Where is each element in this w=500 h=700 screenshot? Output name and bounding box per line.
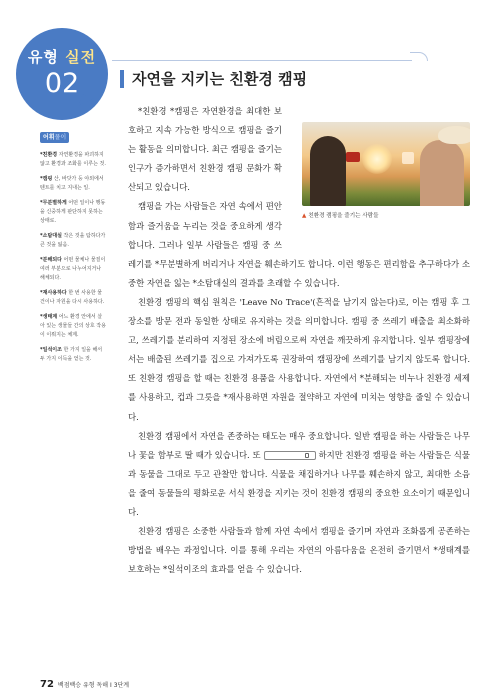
glossary-item [40,346,106,364]
badge-number: 02 [44,68,80,99]
paragraph-2: 캠핑을 가는 사람들은 자연 속에서 편안함과 즐거움을 누리는 것을 중요하게 생각합니다. 그러나 일부 사람들은 캠핑 중 쓰레기를 *무분별하게 버리거나 자연을 훼손하기도 합니다. 이런 행동은 편리함을 추구하다가 소중한 자연을 잃는 *소탐대실의 결과를 초래할 수 있습니다. [128,201,470,288]
glossary [40,132,106,364]
paragraph-3: 친환경 캠핑의 핵심 원칙은 'Leave No Trace'(흔적을 남기지 않는다)로, 이는 캠핑 후 그 장소를 방문 전과 동일한 상태로 유지하는 것을 의미합니다. 캠핑 중 쓰레기 배출을 최소화하고, 쓰레기를 분리하여 지정된 장소에 버림으로써 자연을 깨끗하게 유지합니다. 일부 캠핑장에서는 배출된 쓰레기를 집으로 가져가도록 권장하여 캠핑장에 쓰레기를 남기지 않도록 합니다. 또 친환경 캠핑을 할 때는 친환경 용품을 사용합니다. 자연에서 *분해되는 비누나 친환경 세제를 사용하고, 컵과 그릇을 *재사용하면 자원을 절약하고 자연에 미치는 영향을 줄일 수 있습니다. [128,296,470,422]
glossary-term: *생태계 [40,314,58,320]
glossary-item [40,313,106,340]
glossary-heading-main: 어휘 [43,134,55,141]
title-marker [120,70,124,88]
page-number: 72 [40,679,54,690]
unit-badge [16,28,108,120]
glossary-definition: 작은 것을 탐하다가 큰 것을 잃음. [40,233,106,248]
caption-triangle-icon: ▲ [302,213,307,219]
glossary-definition: 어떤 일이나 행동을 신중하게 판단하지 못하는 상태로. [40,200,106,224]
glossary-term: *재사용하다 [40,290,67,296]
blank-marker-icon [305,453,309,458]
article-body [128,102,470,579]
page-title: 자연을 지키는 친환경 캠핑 [132,70,308,88]
answer-blank[interactable] [264,451,316,460]
glossary-heading [40,132,69,143]
glossary-term: *소탐대실 [40,233,62,239]
paragraph-4 [128,427,470,522]
glossary-definition: 어떤 물체나 물질이 여러 부분으로 나누어지거나 해체되다. [40,257,106,281]
badge-label-a: 유형 [27,48,59,66]
glossary-definition: 한 번 사용한 물건이나 자원을 다시 사용하다. [40,290,105,305]
photo-caption-text: 친환경 캠핑을 즐기는 사람들 [308,213,379,219]
header-rule-curve [410,52,428,61]
glossary-heading-sub: 풀이 [54,134,67,141]
glossary-definition: 산, 바닷가 등 야외에서 텐트를 치고 지내는 일. [40,176,104,191]
glossary-item [40,199,106,226]
glossary-item [40,256,106,283]
glossary-term: *친환경 [40,152,58,158]
glossary-item [40,289,106,307]
paragraph-4-part-a: 친환경 캠핑에서 자연을 존중하는 태도는 매우 중요합니다. 일반 캠핑을 하는 사람들은 나무나 꽃을 함부로 딸 때가 있습니다. 또 [128,430,470,460]
glossary-term: *일석이조 [40,347,62,353]
glossary-definition: 자연환경을 파괴하지 않고 환경과 조화를 이루는 것. [40,152,106,167]
glossary-item [40,151,106,169]
glossary-definition: 어느 환경 안에서 살아 있는 생물들 간의 상호 작용이 이뤄지는 체계. [40,314,106,338]
paragraph-5: 친환경 캠핑은 소중한 사람들과 함께 자연 속에서 캠핑을 즐기며 자연과 조화롭게 공존하는 방법을 배우는 과정입니다. 이를 통해 우리는 자연의 아름다움을 온전히 즐기면서 *생태계를 보호하는 *일석이조의 효과를 얻을 수 있습니다. [128,526,470,575]
glossary-term: *무분별하게 [40,200,67,206]
photo-wrap-space [290,102,470,236]
badge-label [16,46,108,67]
header-rule [112,60,412,61]
glossary-item [40,175,106,193]
glossary-item [40,232,106,250]
glossary-term: *캠핑 [40,176,53,182]
paragraph-4-part-b: 하지만 친환경 캠핑을 하는 사람들은 식물과 동물을 그대로 두고 관찰만 합니다. 식물을 채집하거나 나무를 훼손하지 않고, 최대한 소음을 줄여 동물들의 평화로운 서식 환경을 지키는 것이 친환경 캠핑의 중요한 요소이기 때문입니다. [128,449,470,517]
glossary-term: *분해되다 [40,257,62,263]
badge-label-b: 실전 [65,48,97,66]
paragraph-1: *친환경 *캠핑은 자연환경을 최대한 보호하고 지속 가능한 방식으로 캠핑을 즐기는 활동을 의미합니다. 최근 캠핑을 즐기는 인구가 증가하면서 친환경 캠핑 문화가 확산되고 있습니다. [128,106,282,193]
page-footer [40,672,129,691]
glossary-definition: 한 가지 일을 해서 두 가지 이득을 얻는 것. [40,347,103,362]
book-name: 백점백승 유형 독해 Ⅰ 3단계 [57,682,130,689]
